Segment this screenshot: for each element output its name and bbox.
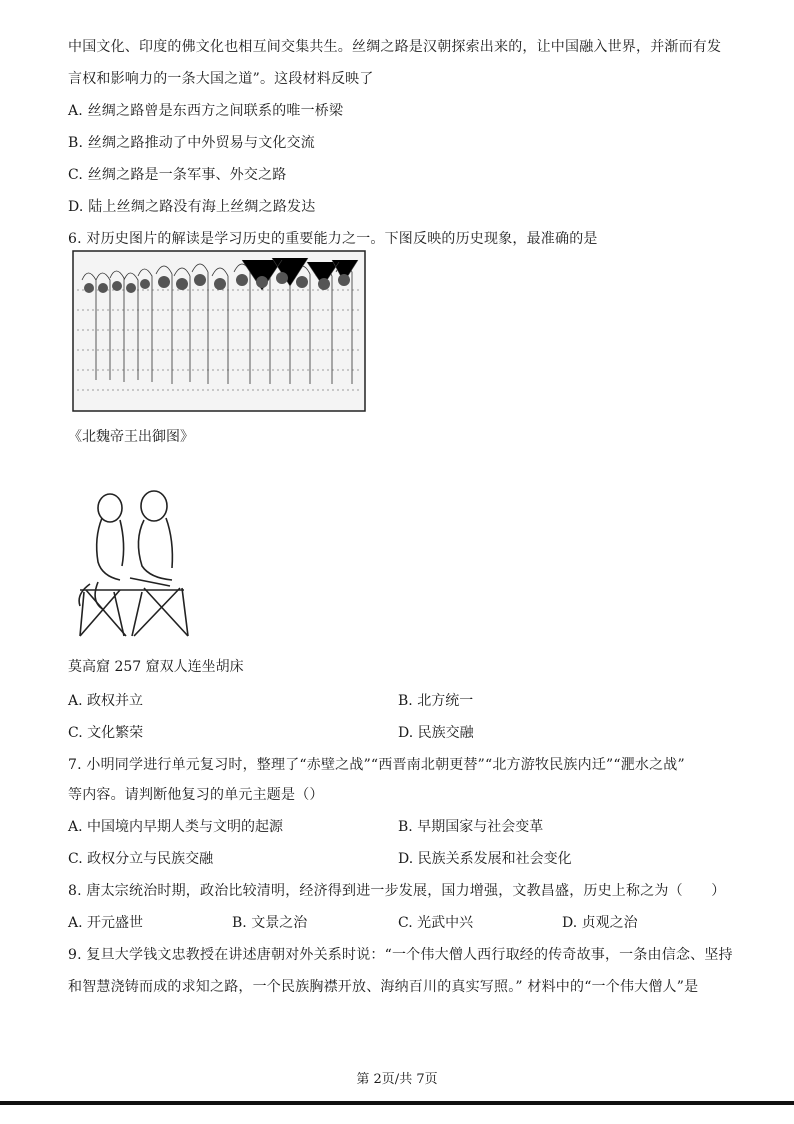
northern-wei-procession-image xyxy=(72,250,366,412)
q6-caption-mogao: 莫高窟 257 窟双人连坐胡床 xyxy=(68,659,244,675)
q6-caption-procession: 《北魏帝王出御图》 xyxy=(68,429,194,445)
q9-stem-line1: 9. 复旦大学钱文忠教授在讲述唐朝对外关系时说：“一个伟大僧人西行取经的传奇故事，一条由信念、坚持 xyxy=(68,947,733,963)
q7-option-b: B. 早期国家与社会变革 xyxy=(398,819,544,835)
q9-stem-line2: 和智慧浇铸而成的求知之路，一个民族胸襟开放、海纳百川的真实写照。” 材料中的“一个伟大僧人”是 xyxy=(68,979,699,995)
q8-option-d: D. 贞观之治 xyxy=(562,915,638,931)
q8-option-a: A. 开元盛世 xyxy=(68,915,144,931)
q7-option-a: A. 中国境内早期人类与文明的起源 xyxy=(68,819,284,835)
q8-stem: 8. 唐太宗统治时期，政治比较清明，经济得到进一步发展，国力增强，文教昌盛，历史上称之为（ ） xyxy=(68,883,726,899)
q5-option-a: A. 丝绸之路曾是东西方之间联系的唯一桥梁 xyxy=(68,103,344,119)
q7-option-c: C. 政权分立与民族交融 xyxy=(68,851,214,867)
q6-option-b: B. 北方统一 xyxy=(398,693,474,709)
q8-option-c: C. 光武中兴 xyxy=(398,915,474,931)
q7-option-d: D. 民族关系发展和社会变化 xyxy=(398,851,572,867)
bottom-rule xyxy=(0,1101,794,1105)
q5-option-d: D. 陆上丝绸之路没有海上丝绸之路发达 xyxy=(68,199,316,215)
q6-option-d: D. 民族交融 xyxy=(398,725,474,741)
q6-option-a: A. 政权并立 xyxy=(68,693,144,709)
q7-stem-line2: 等内容。请判断他复习的单元主题是（） xyxy=(68,787,324,803)
q5-option-b: B. 丝绸之路推动了中外贸易与文化交流 xyxy=(68,135,315,151)
q6-option-c: C. 文化繁荣 xyxy=(68,725,144,741)
mogao-257-double-seat-image xyxy=(70,488,194,638)
q5-stem-line2: 言权和影响力的一条大国之道”。这段材料反映了 xyxy=(68,71,374,87)
q7-stem-line1: 7. 小明同学进行单元复习时，整理了“赤壁之战”“西晋南北朝更替”“北方游牧民族内迁”“淝水之战” xyxy=(68,757,685,773)
page-number: 第 2页/共 7页 xyxy=(356,1072,438,1087)
q8-option-b: B. 文景之治 xyxy=(232,915,308,931)
q6-stem: 6. 对历史图片的解读是学习历史的重要能力之一。下图反映的历史现象，最准确的是 xyxy=(68,231,598,247)
q5-stem-line1: 中国文化、印度的佛文化也相互间交集共生。丝绸之路是汉朝探索出来的，让中国融入世界，并渐而有发 xyxy=(68,39,722,55)
q5-option-c: C. 丝绸之路是一条军事、外交之路 xyxy=(68,167,287,183)
